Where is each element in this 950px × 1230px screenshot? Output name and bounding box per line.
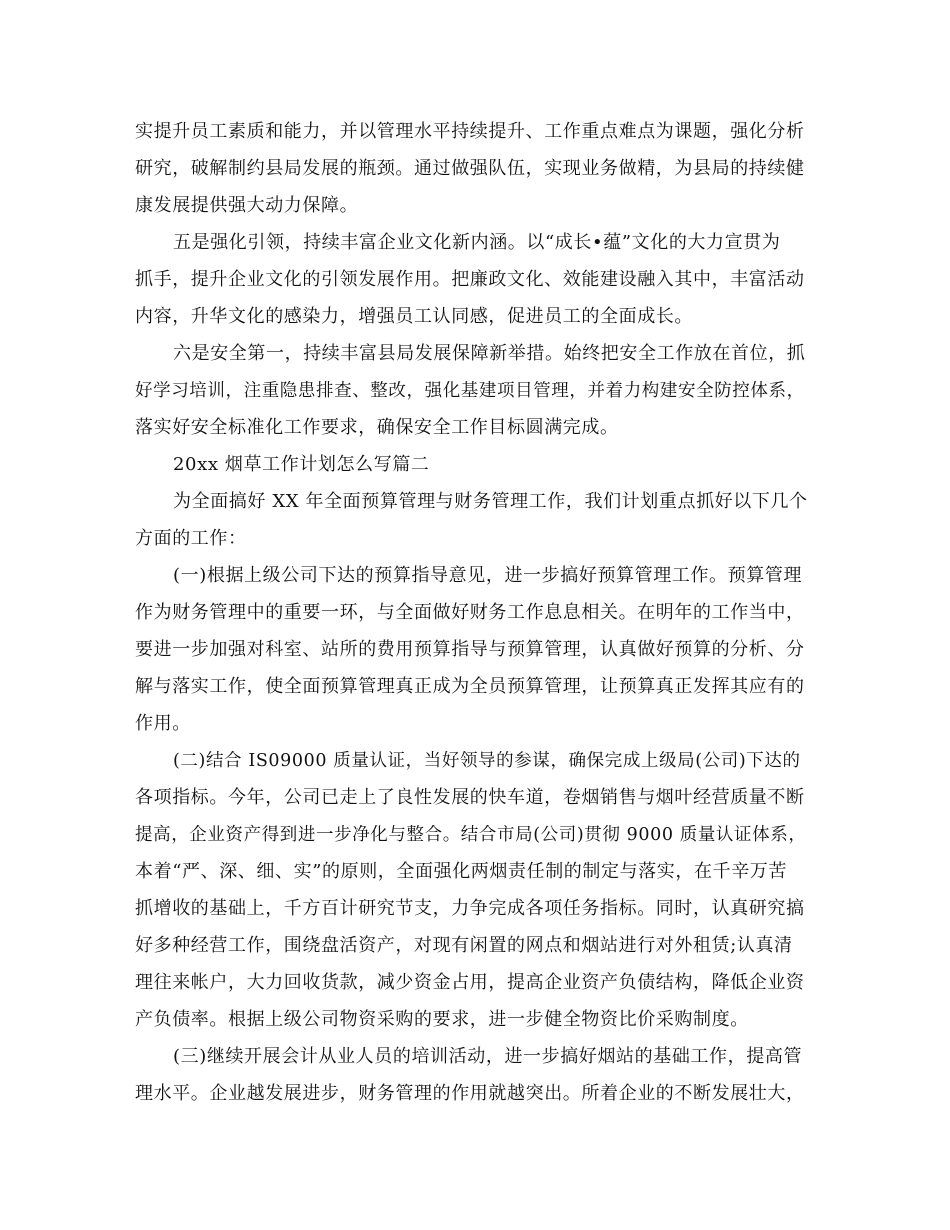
body-text-line: 作为财务管理中的重要一环，与全面做好财务工作息息相关。在明年的工作当中， (135, 602, 805, 623)
body-text-line: 康发展提供强大动力保障。 (135, 195, 359, 216)
body-text-line: 理往来帐户，大力回收货款，减少资金占用，提高企业资产负债结构，降低企业资 (135, 972, 805, 993)
body-text-line: 为全面搞好 XX 年全面预算管理与财务管理工作，我们计划重点抓好以下几个 (173, 491, 808, 512)
body-text-line: 抓增收的基础上，千方百计研究节支，力争完成各项任务指标。同时，认真研究搞 (135, 898, 805, 919)
body-text-line: 本着“严、深、细、实”的原则，全面强化两烟责任制的制定与落实，在千辛万苦 (135, 861, 788, 882)
body-text-line: 研究，破解制约县局发展的瓶颈。通过做强队伍，实现业务做精，为县局的持续健 (135, 158, 805, 179)
body-text-line: 五是强化引领，持续丰富企业文化新内涵。以“成长•蕴”文化的大力宣贯为 (173, 232, 781, 253)
body-text-line: 产负债率。根据上级公司物资采购的要求，进一步健全物资比价采购制度。 (135, 1009, 749, 1030)
body-text-line: 落实好安全标准化工作要求，确保安全工作目标圆满完成。 (135, 417, 619, 438)
body-text-line: 好多种经营工作，围绕盘活资产，对现有闲置的网点和烟站进行对外租赁;认真清 (135, 935, 793, 956)
body-text-line: 提高，企业资产得到进一步净化与整合。结合市局(公司)贯彻 9000 质量认证体系， (135, 825, 807, 845)
body-text-line: 好学习培训，注重隐患排查、整改，强化基建项目管理，并着力构建安全防控体系， (135, 381, 805, 401)
body-text-line: (二)结合 IS09000 质量认证，当好领导的参谋，确保完成上级局(公司)下达的 (173, 751, 801, 771)
body-text-line: 实提升员工素质和能力，并以管理水平持续提升、工作重点难点为课题，强化分析 (135, 121, 805, 142)
body-text-line: 解与落实工作，使全面预算管理真正成为全员预算管理，让预算真正发挥其应有的 (135, 676, 805, 697)
body-text-line: 内容，升华文化的感染力，增强员工认同感，促进员工的全面成长。 (135, 306, 693, 327)
body-text-line: 六是安全第一，持续丰富县局发展保障新举措。始终把安全工作放在首位，抓 (173, 343, 806, 364)
body-text-line: (一)根据上级公司下达的预算指导意见，进一步搞好预算管理工作。预算管理 (173, 565, 803, 586)
body-text-line: (三)继续开展会计从业人员的培训活动，进一步搞好烟站的基础工作，提高管 (173, 1046, 803, 1067)
body-text-line: 作用。 (135, 713, 191, 734)
body-text-line: 要进一步加强对科室、站所的费用预算指导与预算管理，认真做好预算的分析、分 (135, 639, 805, 660)
body-text-line: 理水平。企业越发展进步，财务管理的作用就越突出。所着企业的不断发展壮大， (135, 1083, 805, 1104)
section-heading: 20xx 烟草工作计划怎么写篇二 (173, 454, 430, 475)
body-text-line: 方面的工作： (135, 528, 247, 549)
body-text-line: 各项指标。今年，公司已走上了良性发展的快车道，卷烟销售与烟叶经营质量不断 (135, 787, 805, 808)
body-text-line: 抓手，提升企业文化的引领发展作用。把廉政文化、效能建设融入其中，丰富活动 (135, 269, 805, 290)
